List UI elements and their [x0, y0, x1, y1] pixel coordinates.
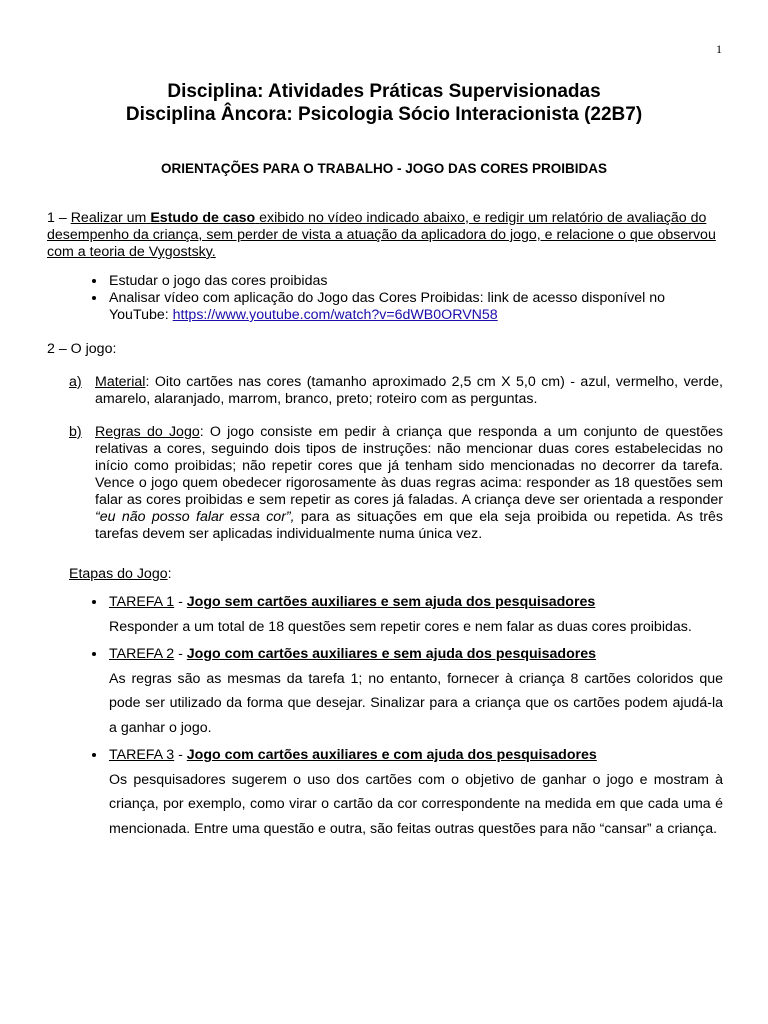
list-item: • Estudar o jogo das cores proibidas — [107, 273, 723, 290]
section-1-intro: Realizar um Estudo de caso exibido no vídeo indicado abaixo, e redigir um relatório de avaliação do desempenho da criança, sem perder de vista a atuação da aplicadora do jogo, e relacione o que observou com a teoria de Vygostsky. — [47, 210, 716, 260]
task-item: • TAREFA 1 - Jogo sem cartões auxiliares e sem ajuda dos pesquisadores Responder a um total de 18 questões sem repetir cores e nem falar as duas cores proibidas. — [107, 590, 723, 639]
task-description: As regras são as mesmas da tarefa 1; no entanto, fornecer à criança 8 cartões coloridos que pode ser utilizado da forma que desejar. Sinalizar para a criança que os cartões podem ajudá-la a ganhar o jogo. — [109, 670, 723, 736]
section-1-paragraph — [47, 210, 723, 261]
document-body — [47, 210, 723, 844]
task-label: TAREFA 3 — [109, 747, 175, 763]
list-item: • Analisar vídeo com aplicação do Jogo das Cores Proibidas: link de acesso disponível no YouTube: https://www.youtube.com/watch?v=6dWB0ORVN58 — [107, 290, 723, 324]
section-2-heading: 2 – O jogo: — [47, 341, 117, 357]
page-title — [0, 80, 768, 126]
task-title: Jogo com cartões auxiliares e sem ajuda dos pesquisadores — [186, 646, 597, 662]
task-item: • TAREFA 2 - Jogo com cartões auxiliares e sem ajuda dos pesquisadores As regras são as mesmas da tarefa 1; no entanto, fornecer à criança 8 cartões coloridos que pode ser utilizado da forma que desejar. Sinalizar para a criança que os cartões podem ajudá-la a ganhar o jogo. — [107, 642, 723, 740]
task-label: TAREFA 2 — [109, 646, 175, 662]
task-description: Responder a um total de 18 questões sem repetir cores e nem falar as duas cores proibidas. — [109, 618, 692, 635]
youtube-link[interactable]: https://www.youtube.com/watch?v=6dWB0ORVN58 — [172, 307, 498, 323]
task-title: Jogo com cartões auxiliares e com ajuda dos pesquisadores — [186, 747, 597, 763]
item-label: a) — [69, 374, 82, 390]
task-title: Jogo sem cartões auxiliares e sem ajuda dos pesquisadores — [186, 594, 596, 610]
task-item: • TAREFA 3 - Jogo com cartões auxiliares e com ajuda dos pesquisadores Os pesquisadores sugerem o uso dos cartões com o objetivo de ganhar o jogo e mostram à criança, por exemplo, como virar o cartão da cor correspondente na medida em que cada uma é mencionada. Entre uma questão e outra, são feitas outras questões para não “cansar” a criança. — [107, 743, 723, 841]
item-text: : O jogo consiste em pedir à criança que responda a um conjunto de questões relativas a cores, seguindo dois tipos de instruções: não mencionar duas cores estabelecidas no início como proibidas; não repetir cores que já tenham sido mencionadas no decorrer da tarefa. Vence o jogo quem obedecer rigorosamente às duas regras acima: responder as 18 questões sem falar as cores proibidas e sem repetir as cores já faladas. A criança deve ser orientada a responder — [95, 424, 723, 508]
game-stages-heading: Etapas do Jogo: — [69, 566, 172, 582]
title-line-2: Disciplina Âncora: Psicologia Sócio Interacionista (22B7) — [125, 104, 643, 125]
task-label: TAREFA 1 — [109, 594, 175, 610]
task-list — [47, 590, 723, 841]
section-1-bullet-list — [47, 273, 723, 324]
rules-item — [47, 424, 723, 543]
section-1-number: 1 – — [47, 210, 67, 226]
item-title: Material — [95, 374, 146, 390]
title-line-1: Disciplina: Atividades Práticas Supervisionadas — [167, 81, 601, 102]
material-item — [47, 374, 723, 408]
document-subtitle: ORIENTAÇÕES PARA O TRABALHO - JOGO DAS CORES PROIBIDAS — [160, 161, 608, 176]
page-number: 1 — [716, 42, 722, 56]
item-text: para as situações em que ela seja proibida ou repetida. As três tarefas devem ser aplicadas individualmente numa única vez. — [95, 509, 723, 542]
case-study-emphasis: Estudo de caso — [150, 210, 256, 226]
item-label: b) — [69, 424, 82, 440]
item-quote: “eu não posso falar essa cor”, — [95, 509, 295, 525]
item-title: Regras do Jogo — [95, 424, 200, 440]
task-description: Os pesquisadores sugerem o uso dos cartões com o objetivo de ganhar o jogo e mostram à criança, por exemplo, como virar o cartão da cor correspondente na medida em que cada uma é mencionada. Entre uma questão e outra, são feitas outras questões para não “cansar” a criança. — [109, 771, 723, 837]
item-text: : Oito cartões nas cores (tamanho aproximado 2,5 cm X 5,0 cm) - azul, vermelho, verde, amarelo, alaranjado, marrom, branco, preto; roteiro com as perguntas. — [95, 374, 723, 407]
